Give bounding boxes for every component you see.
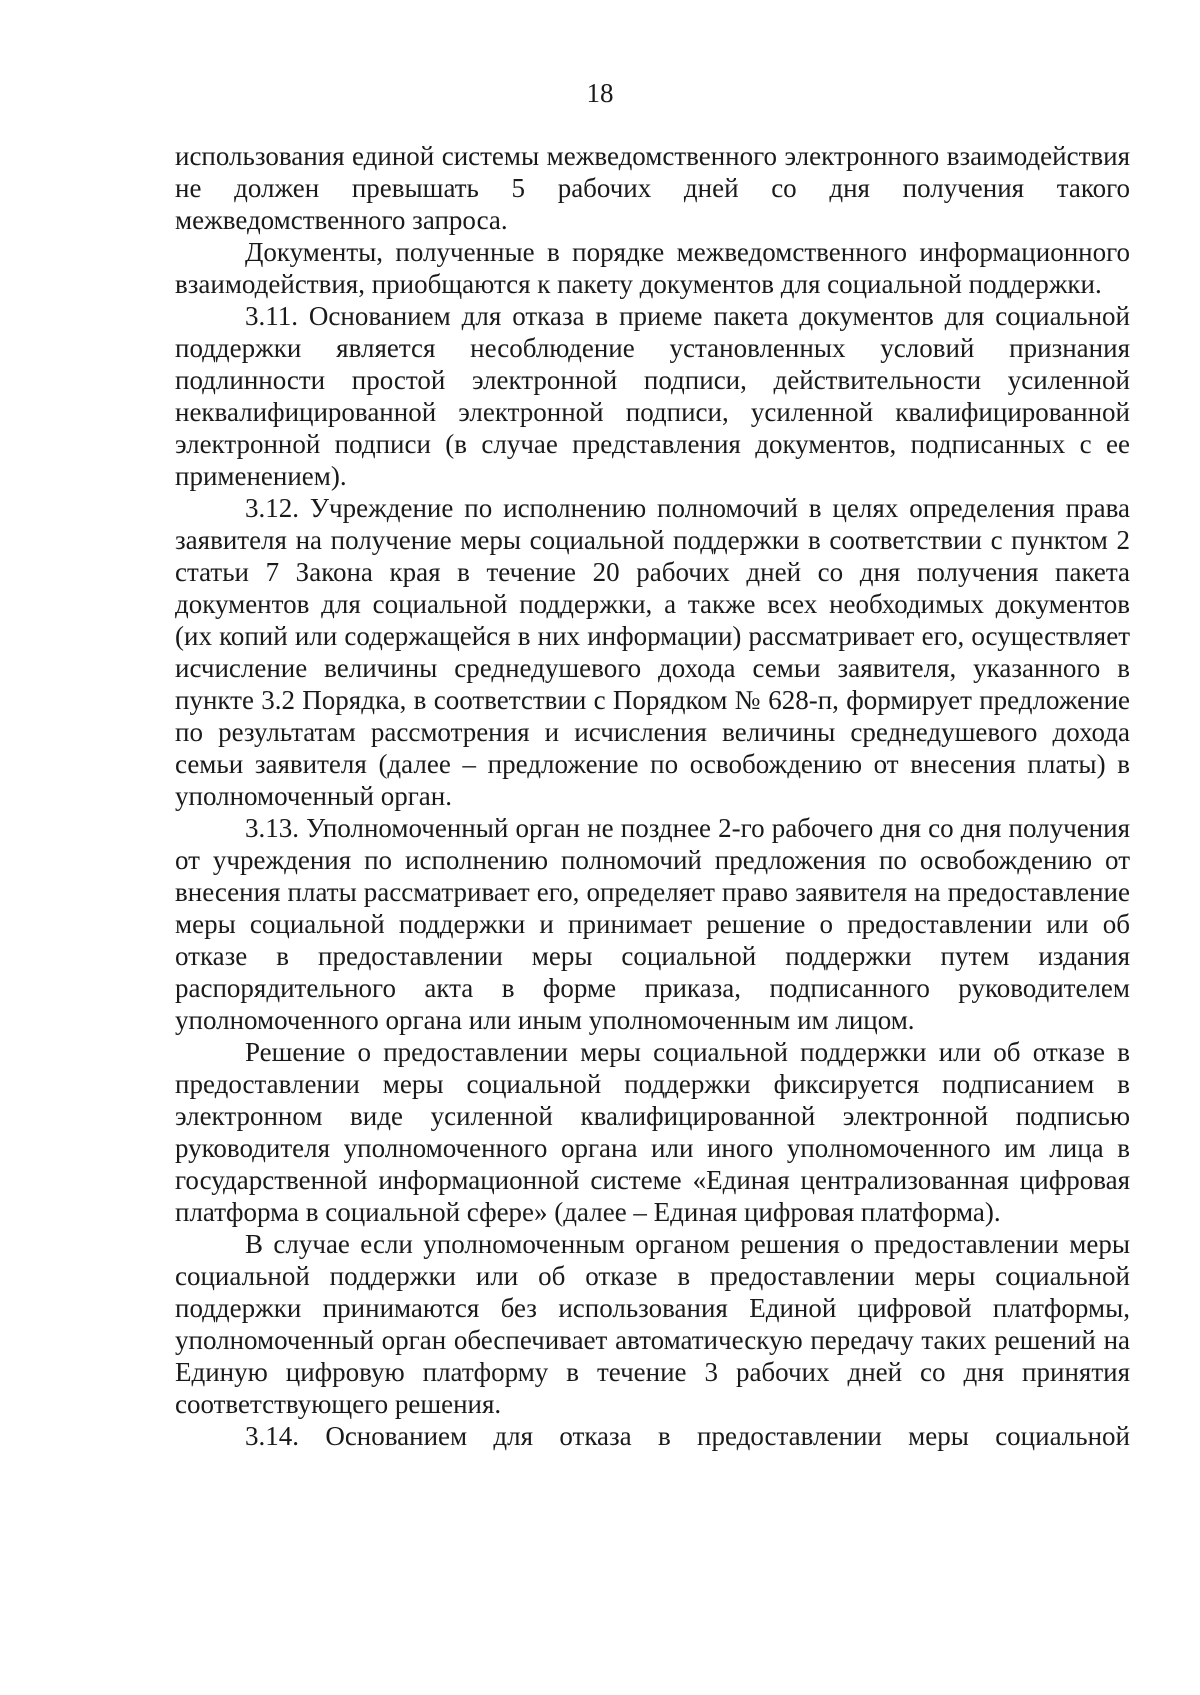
paragraph-automatic-transfer: В случае если уполномоченным органом решения о предоставлении меры социальной поддержки или об отказе в предоставлении меры социальной поддержки принимаются без использования Единой цифровой платформы, уполномоченный орган обеспечивает автоматическую передачу таких решений на Единую цифровую платформу в течение 3 рабочих дней со дня принятия соответствующего решения. (175, 1229, 1130, 1419)
page-number: 18 (586, 78, 614, 108)
paragraph-3-12: 3.12. Учреждение по исполнению полномочий в целях определения права заявителя на получение меры социальной поддержки в соответствии с пунктом 2 статьи 7 Закона края в течение 20 рабочих дней со дня получения пакета документов для социальной поддержки, а также всех необходимых документов (их копий или содержащейся в них информации) рассматривает его, осуществляет исчисление величины среднедушевого дохода семьи заявителя, указанного в пункте 3.2 Порядка, в соответствии с Порядком № 628-п, формирует предложение по результатам рассмотрения и исчисления величины среднедушевого дохода семьи заявителя (далее – предложение по освобождению от внесения платы) в уполномоченный орган. (175, 493, 1130, 811)
paragraph-decision-signing: Решение о предоставлении меры социальной поддержки или об отказе в предоставлении меры социальной поддержки фиксируется подписанием в электронном виде усиленной квалифицированной электронной подписью руководителя уполномоченного органа или иного уполномоченного им лица в государственной информационной системе «Единая централизованная цифровая платформа в социальной сфере» (далее – Единая цифровая платформа). (175, 1037, 1130, 1227)
paragraph-3-13: 3.13. Уполномоченный орган не позднее 2-го рабочего дня со дня получения от учреждения по исполнению полномочий предложения по освобождению от внесения платы рассматривает его, определяет право заявителя на предоставление меры социальной поддержки и принимает решение о предоставлении или об отказе в предоставлении меры социальной поддержки путем издания распорядительного акта в форме приказа, подписанного руководителем уполномоченного органа или иным уполномоченным им лицом. (175, 813, 1130, 1035)
paragraph-3-11: 3.11. Основанием для отказа в приеме пакета документов для социальной поддержки является несоблюдение установленных условий признания подлинности простой электронной подписи, действительности усиленной неквалифицированной электронной подписи, усиленной квалифицированной электронной подписи (в случае представления документов, подписанных с ее применением). (175, 301, 1130, 491)
paragraph-3-14: 3.14. Основанием для отказа в предоставлении меры социальной (245, 1421, 1130, 1451)
paragraph-interagency-documents: Документы, полученные в порядке межведомственного информационного взаимодействия, приобщаются к пакету документов для социальной поддержки. (175, 237, 1130, 299)
document-body (175, 140, 1130, 1452)
paragraph-request-deadline: использования единой системы межведомственного электронного взаимодействия не должен превышать 5 рабочих дней со дня получения такого межведомственного запроса. (175, 141, 1130, 235)
